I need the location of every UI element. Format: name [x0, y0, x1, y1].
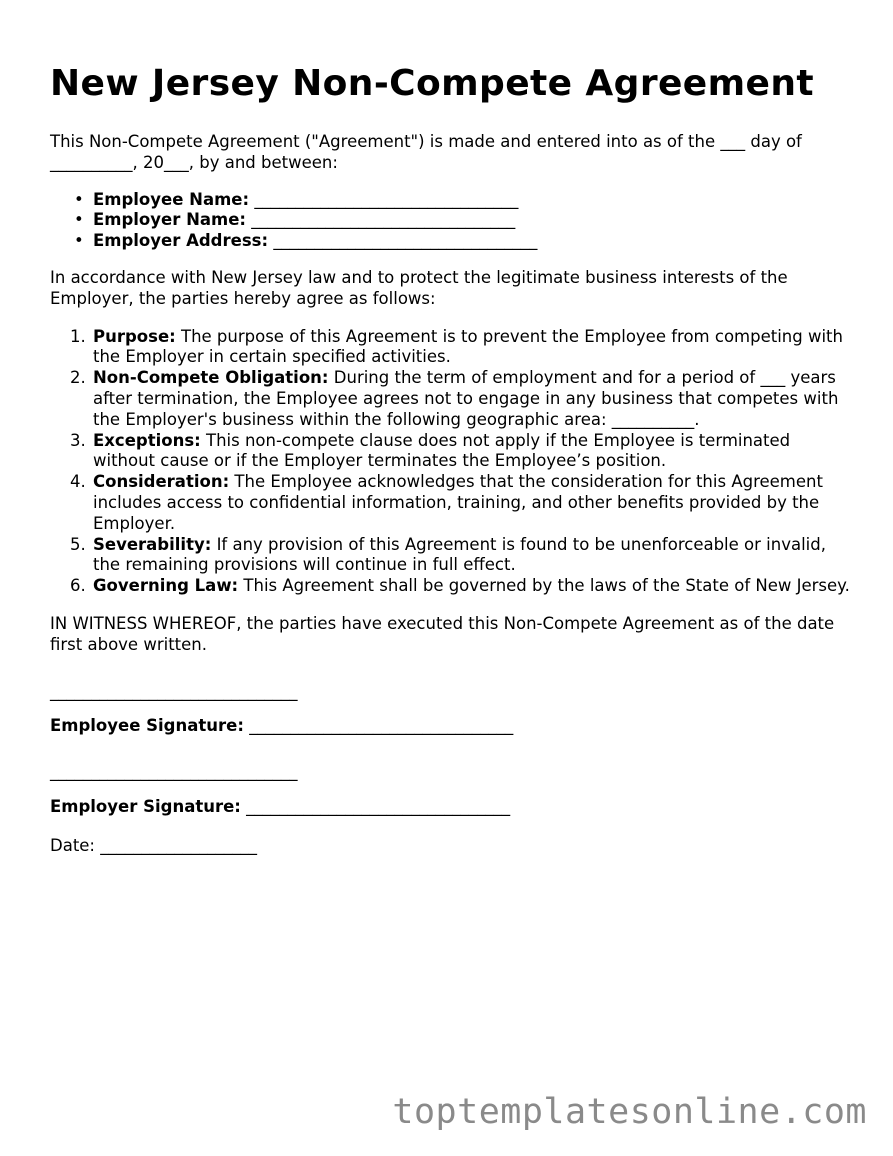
parties-list	[50, 190, 850, 252]
accord-paragraph: In accordance with New Jersey law and to protect the legitimate business interests of the Employer, the parties hereby agree as follows:	[50, 267, 788, 308]
witness-paragraph: IN WITNESS WHEREOF, the parties have executed this Non-Compete Agreement as of the date first above written.	[50, 613, 835, 654]
term-label: Governing Law:	[93, 576, 239, 596]
date-blank: ___________________	[100, 835, 257, 855]
date-field	[50, 836, 850, 857]
signature-line-employee: ______________________________	[50, 681, 298, 701]
employee-signature-blank: ________________________________	[249, 716, 514, 736]
term-label: Exceptions:	[93, 430, 201, 450]
party-employer-address	[93, 231, 850, 252]
party-employee-name	[93, 190, 850, 211]
watermark: toptemplatesonline.com	[392, 1092, 867, 1132]
date-label: Date:	[50, 835, 95, 855]
term-number: 5.	[70, 534, 86, 554]
term-severability	[70, 534, 850, 577]
term-number: 3.	[70, 430, 86, 450]
employee-signature-field	[50, 716, 850, 737]
term-text: This Agreement shall be governed by the laws of the State of New Jersey.	[243, 576, 850, 596]
party-blank: ________________________________	[254, 189, 519, 209]
document-page	[50, 58, 850, 857]
term-number: 6.	[70, 576, 86, 596]
employer-signature-blank: ________________________________	[246, 796, 511, 816]
document-title: New Jersey Non-Compete Agreement	[50, 63, 814, 104]
signature-line-employer: ______________________________	[50, 762, 298, 782]
term-number: 1.	[70, 326, 86, 346]
party-label: Employer Address:	[93, 231, 269, 251]
term-number: 2.	[70, 368, 86, 388]
terms-list	[50, 327, 850, 597]
term-governing-law	[70, 576, 850, 597]
party-blank: ________________________________	[251, 210, 516, 230]
term-number: 4.	[70, 472, 86, 492]
party-blank: ________________________________	[273, 231, 538, 251]
term-text: This non-compete clause does not apply if the Employee is terminated without cause or if the Employer terminates the Employee’s position.	[93, 430, 791, 471]
term-consideration	[70, 472, 850, 534]
employer-signature-label: Employer Signature:	[50, 796, 241, 816]
party-label: Employer Name:	[93, 210, 247, 230]
intro-paragraph: This Non-Compete Agreement ("Agreement") is made and entered into as of the ___ day of __________, 20___, by and between:	[50, 132, 802, 172]
party-employer-name	[93, 210, 850, 231]
term-text: If any provision of this Agreement is found to be unenforceable or invalid, the remaining provisions will continue in full effect.	[93, 534, 826, 575]
term-exceptions	[70, 430, 850, 473]
employee-signature-label: Employee Signature:	[50, 716, 244, 736]
term-label: Severability:	[93, 534, 212, 554]
party-label: Employee Name:	[93, 189, 250, 209]
term-text: The purpose of this Agreement is to prevent the Employee from competing with the Employer in certain specified activities.	[93, 326, 843, 367]
term-label: Consideration:	[93, 472, 230, 492]
employer-signature-field	[50, 797, 850, 818]
term-non-compete-obligation	[70, 368, 850, 430]
term-label: Purpose:	[93, 326, 176, 346]
term-text: The Employee acknowledges that the consideration for this Agreement includes access to confidential information, training, and other benefits provided by the Employer.	[93, 472, 823, 533]
term-purpose	[70, 326, 850, 369]
term-text: During the term of employment and for a period of ___ years after termination, the Employee agrees not to engage in any business that competes with the Employer's business within the following geographic area: __________.	[93, 368, 839, 429]
term-label: Non-Compete Obligation:	[93, 368, 329, 388]
